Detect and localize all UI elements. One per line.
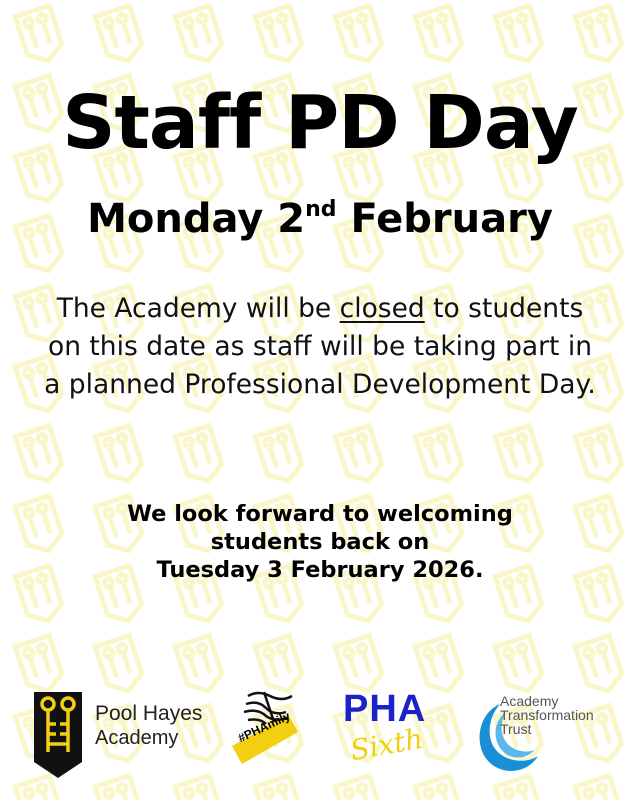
date-suffix: nd: [305, 197, 337, 222]
notice-part2: to students on this date as staff will be taking part in a planned Professional Development Day.: [44, 293, 596, 400]
event-date: [0, 196, 640, 242]
date-rest: February: [336, 196, 553, 242]
return-message: [40, 500, 600, 584]
closure-notice: [40, 290, 600, 404]
att-logo-text: [500, 694, 594, 736]
date-prefix: Monday 2: [87, 196, 306, 242]
page-title: Staff PD Day: [62, 80, 578, 166]
return-line-1: We look forward to welcoming: [127, 501, 513, 527]
return-line-3: Tuesday 3 February 2026.: [156, 557, 484, 583]
phamily-hashtag: #PHAmily: [235, 708, 293, 746]
pha-name-line1: Pool Hayes: [95, 702, 203, 725]
shield-keys-icon: [32, 690, 84, 780]
att-line2: Transformation: [500, 707, 594, 723]
notice-closed: closed: [339, 293, 425, 324]
pha-name-line2: Academy: [95, 727, 179, 749]
notice-part1: The Academy will be: [56, 293, 340, 324]
pha-sixth-sub: Sixth: [347, 721, 426, 768]
att-line1: Academy: [500, 693, 559, 709]
return-line-2: students back on: [210, 529, 430, 555]
att-line3: Trust: [500, 721, 532, 737]
pha-logo-text: [95, 702, 202, 750]
pha-sixth-main: PHA: [343, 688, 427, 730]
